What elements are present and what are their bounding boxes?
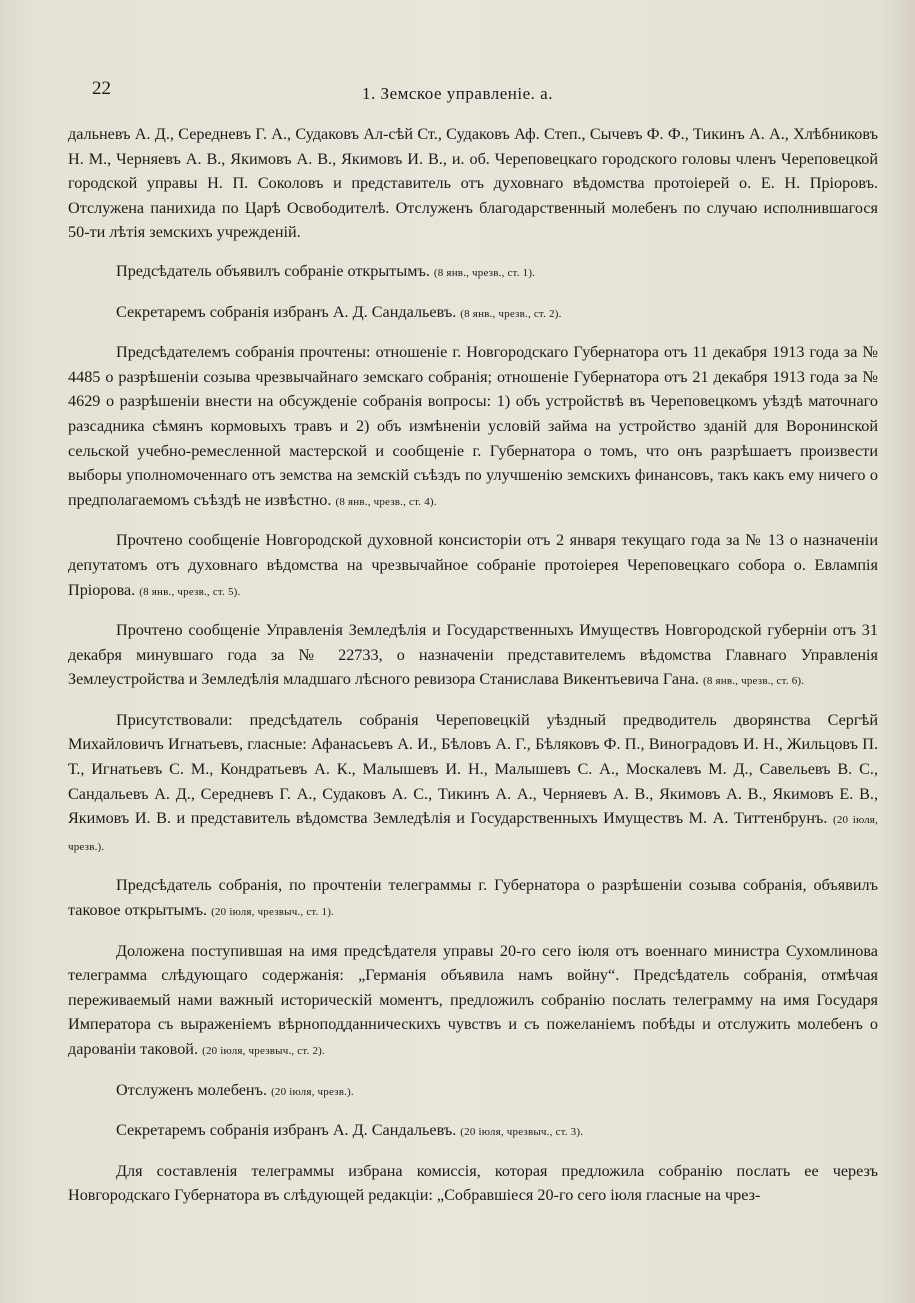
body-text xyxy=(68,122,878,1222)
paragraph-text: Предсѣдатель объявилъ собраніе открытымъ. xyxy=(116,261,430,280)
source-reference: (20 іюля, чрезвыч., ст. 1). xyxy=(211,906,335,919)
source-reference: (8 янв., чрезв., ст. 2). xyxy=(460,307,562,320)
running-head: 1. Земское управленіе. а. xyxy=(362,84,553,103)
paragraph xyxy=(68,259,878,286)
paragraph-text: Секретаремъ собранія избранъ А. Д. Сандальевъ. xyxy=(116,1121,457,1140)
paragraph-text: Секретаремъ собранія избранъ А. Д. Сандальевъ. xyxy=(116,302,457,321)
paragraph-text: дальневъ А. Д., Середневъ Г. А., Судаковъ Ал-сѣй Ст., Судаковъ Аф. Степ., Сычевъ Ф. Ф., Тикинъ А. А., Хлѣбниковъ Н. М., Черняевъ А. В., Якимовъ А. В., Якимовъ И. В., и. об. Череповецкаго городского головы членъ Череповецкой городской управы Н. П. Соколовъ и представитель отъ духовнаго вѣдомства протоіерей о. Е. Н. Прiоровъ. Отслужена панихида по Царѣ Освободителѣ. Отслуженъ благодарственный молебенъ по случаю исполнившагося 50-ти лѣтія земскихъ учрежденій. xyxy=(68,125,878,242)
page-number: 22 xyxy=(92,78,111,99)
source-reference: (20 іюля, чрезвыч., ст. 2). xyxy=(202,1045,325,1057)
source-reference: (8 янв., чрезв., ст. 6). xyxy=(703,675,805,688)
paragraph xyxy=(68,122,878,245)
paragraph xyxy=(68,300,878,327)
paragraph xyxy=(68,1159,878,1208)
paragraph-text: Присутствовали: предсѣдатель собранія Череповецкій уѣздный предводитель дворянства Сергѣй Михайловичъ Игнатьевъ, гласные: Афанасьевъ А. И., Бѣловъ А. Г., Бѣляковъ Ф. П., Виноградовъ И. Н., Жильцовъ П. Т., Игнатьевъ С. М., Кондратьевъ А. К., Малышевъ И. Н., Малышевъ С. А., Москалевъ М. Д., Савельевъ В. С., Сандальевъ А. Д., Середневъ Г. А., Судаковъ А. С., Тикинъ А. А., Черняевъ А. В., Якимовъ А. В., Якимовъ Е. В., Якимовъ И. В. и представитель вѣдомства Земледѣлія и Государственныхъ Имуществъ М. А. Титтенбрунъ. xyxy=(68,710,878,828)
paragraph xyxy=(68,618,878,694)
paragraph xyxy=(68,873,878,924)
source-reference: (8 янв., чрезв., ст. 4). xyxy=(335,495,437,508)
paragraph xyxy=(68,340,878,514)
paragraph-text: Прочтено сообщеніе Новгородской духовной консисторіи отъ 2 января текущаго года за № 13 о назначеніи депутатомъ отъ духовнаго вѣдомства на чрезвычайное собраніе протоіерея Череповецкаго собора о. Евлампія Прiорова. xyxy=(68,531,878,599)
paragraph-text: Отслуженъ молебенъ. xyxy=(116,1080,268,1099)
paragraph-text: Предсѣдателемъ собранія прочтены: отношеніе г. Новгородскаго Губернатора отъ 11 декабря 1913 года за № 4485 о разрѣшеніи созыва чрезвычайнаго земскаго собранія; отношеніе Губернатора отъ 21 декабря 1913 года за № 4629 о разрѣшеніи внести на обсужденіе собранія вопросы: 1) объ устройствѣ въ Череповецкомъ уѣздѣ маточнаго разсадника сѣмянъ кормовыхъ травъ и 2) объ измѣненіи условій займа на устройство зданій для Воронинской сельской учебно-ремесленной мастерской и сообщеніе г. Губернатора о томъ, что онъ разрѣшаетъ произвести выборы уполномоченнаго отъ земства на земскій съѣздъ по улучшенію земскихъ финансовъ, такъ какъ ему ничего о предполагаемомъ съѣздѣ не извѣстно. xyxy=(68,343,878,509)
paragraph-text: Предсѣдатель собранія, по прочтеніи телеграммы г. Губернатора о разрѣшеніи созыва собранія, объявилъ таковое открытымъ. xyxy=(68,876,878,920)
source-reference: (8 янв., чрезв., ст. 1). xyxy=(433,266,536,279)
paragraph xyxy=(68,939,878,1064)
paragraph-text: Доложена поступившая на имя предсѣдателя управы 20-го сего іюля отъ военнаго министра Сухомлинова телеграмма слѣдующаго содержанія: „Германія объявила намъ войну“. Предсѣдатель собранія, отмѣчая переживаемый нами важный историческій моментъ, предложилъ собранію послать телеграмму на имя Государя Императора съ выраженіемъ вѣрноподданническихъ чувствъ и съ пожеланіемъ побѣды и отслужить молебенъ о дарованіи таковой. xyxy=(68,941,878,1058)
paragraph xyxy=(68,1118,878,1145)
source-reference: (20 іюля, чрезвыч., ст. 3). xyxy=(460,1126,584,1139)
paragraph-text: Прочтено сообщеніе Управленія Земледѣлія и Государственныхъ Имуществъ Новгородской губерніи отъ 31 декабря минувшаго года за № 22733, о назначеніи представителемъ вѣдомства Главнаго Управленія Землеустройства и Земледѣлія младшаго лѣсного ревизора Станислава Викентьевича Гана. xyxy=(68,621,878,689)
source-reference: (8 янв., чрезв., ст. 5). xyxy=(139,585,241,598)
paragraph-text: Для составленія телеграммы избрана комиссія, которая предложила собранію послать ее черезъ Новгородскаго Губернатора въ слѣдующей редакціи: „Собравшіеся 20-го сего іюля гласные на чрез- xyxy=(68,1161,878,1205)
source-reference: (20 іюля, чрезв.). xyxy=(68,814,879,853)
paragraph xyxy=(68,528,878,604)
paragraph xyxy=(68,708,878,860)
paragraph xyxy=(68,1078,878,1105)
source-reference: (20 іюля, чрезв.). xyxy=(271,1085,354,1098)
page-header xyxy=(0,78,915,108)
